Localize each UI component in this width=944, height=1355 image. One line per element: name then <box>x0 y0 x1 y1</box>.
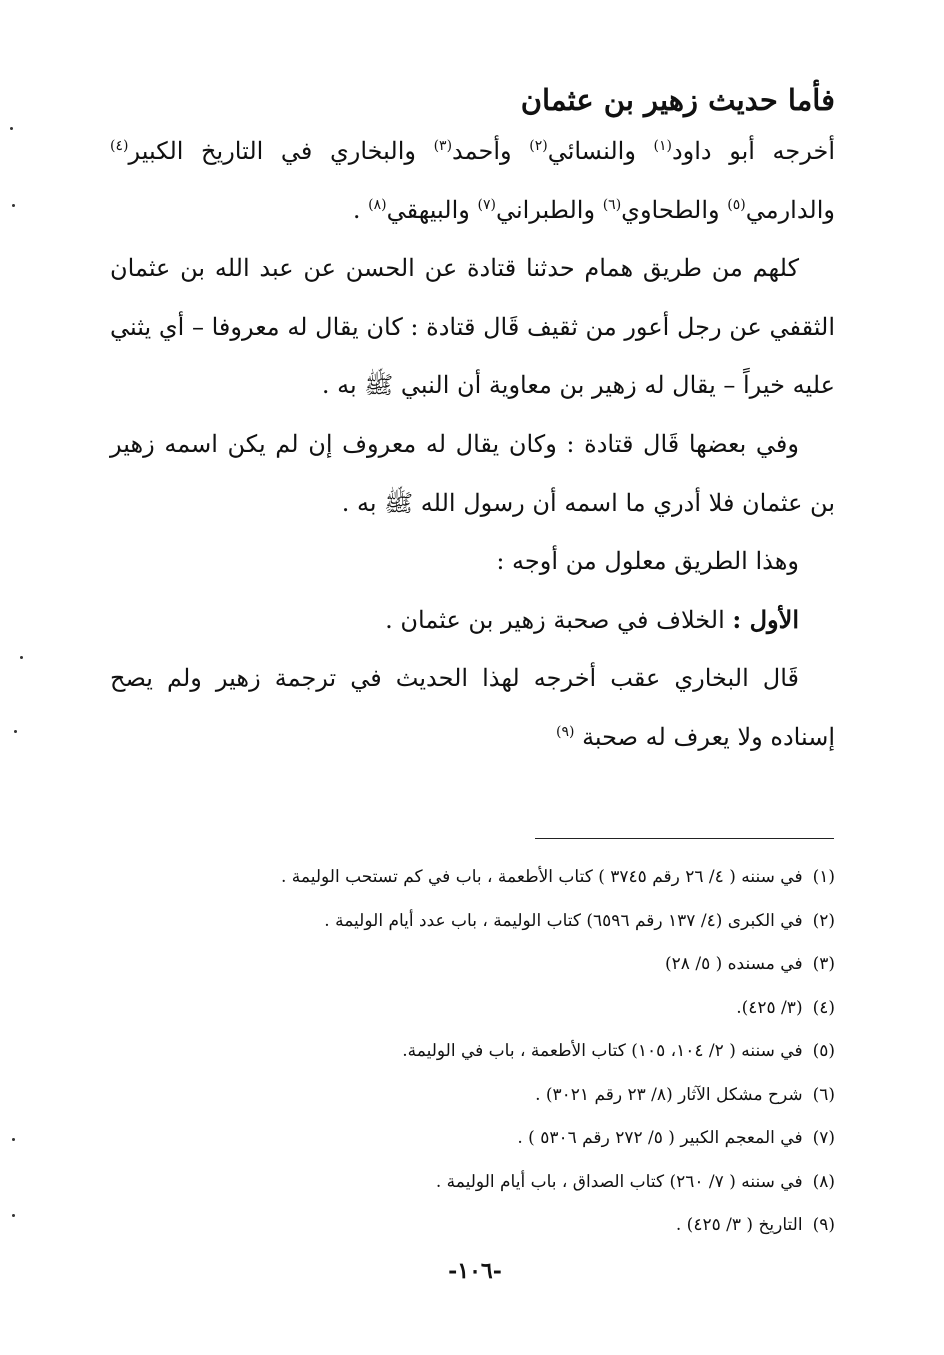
footnote-number: (٢) <box>812 910 835 931</box>
footnote-ref: (٥) <box>727 196 746 213</box>
footnote-text: التاريخ ( ٣/ ٤٢٥) . <box>675 1215 803 1235</box>
footnote-number: (٥) <box>812 1041 835 1061</box>
footnotes <box>110 856 835 1248</box>
footnote-ref: (٤) <box>110 138 129 154</box>
text-run: قَال البخاري عقب أخرجه لهذا الحديث في ترجمة زهير ولم يصح إسناده ولا يعرف له صحبة <box>110 664 835 751</box>
text-run: والطبراني <box>495 195 603 224</box>
footnote <box>110 1204 835 1248</box>
scan-speck <box>12 204 15 207</box>
scan-speck <box>12 1214 15 1217</box>
footnote-text: في سننه ( ٧/ ٢٦٠) كتاب الصداق ، باب أيام الوليمة . <box>435 1171 803 1192</box>
footnote <box>110 1117 835 1161</box>
text-run: كلهم من طريق همام حدثنا قتادة عن الحسن عن عبد الله بن عثمان الثقفي عن رجل أعور من ثقيف قَال قتادة : كان يقال له معروفا – أي يثني عليه خيراً – يقال له زهير بن معاوية أن النبي ﷺ به . <box>110 254 835 400</box>
scan-speck <box>20 656 23 659</box>
footnote-text: في المعجم الكبير ( ٥/ ٢٧٢ رقم ٥٣٠٦ ) . <box>517 1128 803 1148</box>
paragraph <box>110 591 835 650</box>
text-run: الخلاف في صحبة زهير بن عثمان . <box>385 605 733 634</box>
paragraph <box>110 415 835 532</box>
footnote-number: (١) <box>812 867 835 887</box>
text-run: والبخاري في التاريخ الكبير <box>128 137 434 165</box>
footnote-number: (٤) <box>812 997 835 1018</box>
footnote <box>110 1074 835 1118</box>
bold-label: الأول : <box>732 604 799 634</box>
footnote-text: في الكبرى (٤/ ١٣٧ رقم ٦٥٩٦) كتاب الوليمة ، باب عدد أيام الوليمة . <box>324 910 803 931</box>
footnote <box>110 987 835 1031</box>
text-run: والبيهقي <box>386 195 478 224</box>
footnote-number: (٧) <box>812 1128 835 1148</box>
footnote-ref: (٢) <box>529 138 548 154</box>
scan-speck <box>12 1138 15 1141</box>
paragraph <box>110 649 835 766</box>
footnote-number: (٨) <box>812 1171 835 1192</box>
scan-speck <box>10 127 13 130</box>
footnote <box>110 900 835 944</box>
footnote-number: (٦) <box>812 1084 835 1105</box>
footnote <box>110 1030 835 1074</box>
footnote-ref: (٨) <box>368 196 387 213</box>
text-run: وهذا الطريق معلول من أوجه : <box>496 547 799 576</box>
footnote-divider <box>535 838 834 839</box>
footnote <box>110 943 835 987</box>
footnote-number: (٣) <box>812 954 835 974</box>
text-run: وفي بعضها قَال قتادة : وكان يقال له معروف إن لم يكن اسمه زهير بن عثمان فلا أدري ما اسمه أن رسول الله ﷺ به . <box>110 429 835 517</box>
paragraph <box>110 239 835 415</box>
section-heading: فأما حديث زهير بن عثمان <box>520 83 835 117</box>
footnote-ref: (٧) <box>477 196 496 213</box>
text-run: والنسائي <box>547 137 654 165</box>
footnote-text: شرح مشكل الآثار (٨/ ٢٣ رقم ٣٠٢١) . <box>535 1084 803 1105</box>
text-run: وأحمد <box>452 137 530 165</box>
footnote-text: في سننه ( ٢/ ١٠٤، ١٠٥) كتاب الأطعمة ، باب في الوليمة. <box>402 1041 803 1061</box>
footnote-ref: (٩) <box>555 723 575 740</box>
footnote <box>110 856 835 900</box>
footnote-text: في مسنده ( ٥/ ٢٨) <box>665 954 803 974</box>
footnote <box>110 1161 835 1205</box>
footnote-ref: (١) <box>653 138 672 154</box>
footnote-text: في سننه ( ٤/ ٢٦ رقم ٣٧٤٥ ) كتاب الأطعمة ، باب في كم تستحب الوليمة . <box>280 867 803 887</box>
paragraph <box>110 532 835 591</box>
text-run: أخرجه أبو داود <box>671 137 835 165</box>
text-run: والدارمي <box>745 195 835 224</box>
main-text <box>110 78 835 767</box>
paragraphs <box>110 122 835 767</box>
text-run: والطحاوي <box>621 195 728 224</box>
footnote-number: (٩) <box>812 1215 835 1235</box>
page-number: -١٠٦- <box>448 1258 502 1284</box>
footnote-text: (٣/ ٤٢٥). <box>736 997 803 1018</box>
text-run: . <box>352 195 369 224</box>
paragraph <box>110 122 835 239</box>
footnote-ref: (٣) <box>433 138 453 154</box>
footnote-ref: (٦) <box>602 196 622 213</box>
scan-speck <box>14 730 17 733</box>
